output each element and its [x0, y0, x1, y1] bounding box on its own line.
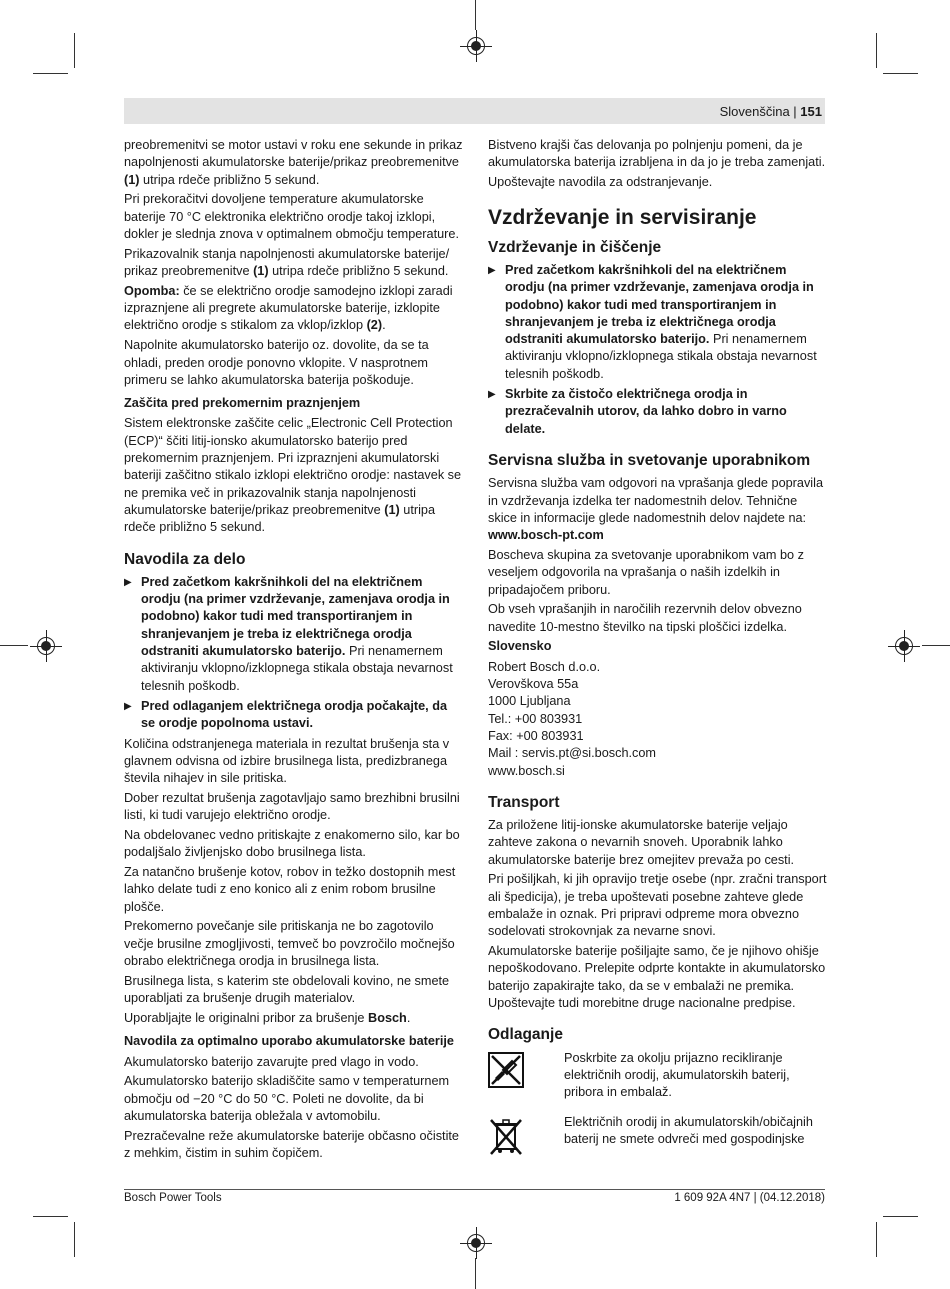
- crop-mark: [74, 1222, 75, 1257]
- crop-mark: [876, 33, 877, 68]
- left-column: [124, 137, 464, 1165]
- paragraph: Napolnite akumulatorsko baterijo oz. dovolite, da se ta ohladi, preden orodje ponovno vklopite. V nasprotnem primeru se lahko akumulatorska baterija poškoduje.: [124, 338, 429, 387]
- page-header: Slovenščina | 151: [719, 104, 822, 119]
- paragraph: Uporabljajte le originalni pribor za brušenje Bosch.: [124, 1010, 411, 1025]
- paragraph: Prekomerno povečanje sile pritiskanja ne bo zagotovilo večje brusilne zmogljivosti, temveč bo povzročilo močnejšo obrabo električnega orodja in brusilnega lista.: [124, 919, 455, 969]
- page-number: 151: [800, 104, 822, 119]
- paragraph: Boscheva skupina za svetovanje uporabnikom vam bo z veseljem odgovorila na vprašanja o naših izdelkih in pripadajočem priboru.: [488, 547, 804, 597]
- disposal-item: [488, 1050, 828, 1108]
- paragraph: Akumulatorsko baterijo skladiščite samo v temperaturnem območju od −20 °C do 50 °C. Poleti ne dovolite, da bi akumulatorska baterija obležala v avtomobilu.: [124, 1074, 450, 1123]
- paragraph: Električnih orodij in akumulatorskih/običajnih baterij ne smete odvreči med gospodinjske: [564, 1114, 813, 1146]
- safety-bullet: ▶ Pred začetkom kakršnihkoli del na električnem orodju (na primer vzdrževanje, zamenjava orodja in podobno) kakor tudi med transportiranjem in shranjevanjem je treba iz električnega orodja odstraniti akumulatorsko baterijo. Pri nenamernem aktiviranju vklopno/izklopnega stikala obstaja nevarnost telesnih poškodb.: [124, 574, 464, 695]
- paragraph: Servisna služba vam odgovori na vprašanja glede popravila in vzdrževanja izdelka ter nadomestnih delov. Tehnične skice in informacije glede nadomestnih delov najdete na:: [488, 476, 824, 525]
- section-heading-work: Navodila za delo: [124, 550, 246, 568]
- paragraph: Bistveno krajši čas delovanja po polnjenju pomeni, da je akumulatorska baterija izrabljena in da jo je treba zamenjati.: [488, 138, 826, 170]
- right-column: [488, 137, 828, 1178]
- paragraph: preobremenitvi se motor ustavi v roku ene sekunde in prikaz napolnjenosti akumulatorske baterije/prikaz preobremenitve (1) utripa rdeče približno 5 sekund.: [124, 138, 463, 187]
- paragraph: Akumulatorske baterije pošiljajte samo, če je njihovo ohišje nepoškodovano. Prelepite odprte kontakte in akumulatorsko baterijo zapakirajte tako, da se v embalaži ne premika. Upoštevajte tudi morebitne druge nacionalne predpise.: [488, 944, 826, 1011]
- section-heading-transport: Transport: [488, 793, 560, 811]
- crop-mark: [475, 1258, 476, 1289]
- address-line: Verovškova 55a: [488, 677, 579, 692]
- paragraph: Prezračevalne reže akumulatorske baterije občasno očistite z mehkim, čistim in suhim čopičem.: [124, 1128, 459, 1161]
- safety-bullet: ▶ Skrbite za čistočo električnega orodja in prezračevalnih utorov, da lahko dobro in varno delate.: [488, 386, 828, 438]
- paragraph: Količina odstranjenega materiala in rezultat brušenja sta v glavnem odvisna od izbire brusilnega lista, predizbranega števila nihajev in sile pritiska.: [124, 736, 450, 786]
- crop-mark: [475, 0, 476, 30]
- footer-doc-number: 1 609 92A 4N7 | (04.12.2018): [674, 1192, 825, 1204]
- paragraph: Prikazovalnik stanja napolnjenosti akumulatorske baterije/ prikaz preobremenitve (1) utripa rdeče približno 5 sekund.: [124, 246, 450, 279]
- country-heading: Slovensko: [488, 639, 552, 654]
- section-heading-battery: Navodila za optimalno uporabo akumulatorske baterije: [124, 1034, 454, 1049]
- address-line: Mail : servis.pt@si.bosch.com: [488, 746, 656, 761]
- footer-rule: [124, 1189, 825, 1190]
- section-heading-cleaning: Vzdrževanje in čiščenje: [488, 238, 662, 256]
- paragraph: Upoštevajte navodila za odstranjevanje.: [488, 175, 713, 190]
- section-heading-service: Servisna služba in svetovanje uporabnikom: [488, 451, 811, 469]
- paragraph: Brusilnega lista, s katerim ste obdelovali kovino, ne smete uporabljati za brušenje drugih materialov.: [124, 973, 450, 1006]
- registration-mark-icon: [467, 37, 485, 55]
- paragraph: Poskrbite za okolju prijazno recikliranje električnih orodij, akumulatorskih baterij, pribora in embalaž.: [564, 1050, 790, 1100]
- crop-mark: [922, 645, 950, 646]
- crop-mark: [883, 1216, 918, 1217]
- chapter-heading-maintenance: Vzdrževanje in servisiranje: [488, 206, 757, 230]
- crop-mark: [74, 33, 75, 68]
- header-language: Slovenščina: [719, 104, 790, 119]
- address-line: Fax: +00 803931: [488, 728, 584, 743]
- no-tool-disposal-icon: [488, 1052, 524, 1088]
- registration-mark-icon: [467, 1234, 485, 1252]
- address-line: Tel.: +00 803931: [488, 711, 583, 726]
- disposal-item: [488, 1114, 828, 1172]
- safety-bullet: ▶ Pred začetkom kakršnihkoli del na električnem orodju (na primer vzdrževanje, zamenjava orodja in podobno) kakor tudi med transportiranjem in shranjevanjem je treba iz električnega orodja odstraniti akumulatorsko baterijo. Pri nenamernem aktiviranju vklopno/izklopnega stikala obstaja nevarnost telesnih poškodb.: [488, 262, 828, 383]
- address-line: Robert Bosch d.o.o.: [488, 659, 601, 674]
- paragraph: Za priložene litij-ionske akumulatorske baterije veljajo zahteve zakona o nevarnih snoveh. Uporabnik lahko akumulatorske baterije brez omejitev prevaža po cesti.: [488, 818, 795, 867]
- address-line: www.bosch.si: [488, 763, 565, 778]
- registration-mark-icon: [895, 637, 913, 655]
- paragraph: Akumulatorsko baterijo zavarujte pred vlago in vodo.: [124, 1054, 419, 1069]
- crop-mark: [33, 1216, 68, 1217]
- paragraph: Dober rezultat brušenja zagotavljajo samo brezhibni brusilni listi, ki tudi varujejo električno orodje.: [124, 790, 460, 823]
- address-line: 1000 Ljubljana: [488, 694, 571, 709]
- safety-bullet: ▶ Pred odlaganjem električnega orodja počakajte, da se orodje popolnoma ustavi.: [124, 698, 464, 733]
- crop-mark: [883, 73, 918, 74]
- paragraph: Pri pošiljkah, ki jih opravijo tretje osebe (npr. zračni transport ali špedicija), je treba upoštevati posebne zahteve glede embalaže in oznak. Pri pripravi odpreme mora obvezno sodelovati strokovnjak za nevarne snovi.: [488, 872, 827, 939]
- service-address: [488, 659, 828, 780]
- section-heading-disposal: Odlaganje: [488, 1026, 563, 1044]
- paragraph: Sistem elektronske zaščite celic „Electronic Cell Protection (ECP)“ ščiti litij-ionsko akumulatorsko baterijo pred prekomernim praznjenjem. Pri izpraznjeni akumulatorski bateriji zaščitno stikalo izklopi električno orodje: nastavek se ne premika več in prikazovalnik stanja napolnjenosti akumulatorske baterije/prikaz preobremenitve (1) utripa rdeče približno 5 sekund.: [124, 416, 462, 535]
- footer-brand: Bosch Power Tools: [124, 1192, 222, 1204]
- service-url: www.bosch-pt.com: [488, 528, 604, 543]
- crossed-bin-icon: [488, 1116, 524, 1158]
- paragraph: Za natančno brušenje kotov, robov in težko dostopnih mest lahko delate tudi z eno konico ali z enim robom brusilne plošče.: [124, 865, 456, 914]
- note-paragraph: Opomba: če se električno orodje samodejno izklopi zaradi izpraznjene ali pregrete akumulatorske baterije, izklopite električno orodje s stikalom za vklop/izklop (2).: [124, 283, 453, 333]
- registration-mark-icon: [37, 637, 55, 655]
- crop-mark: [33, 73, 68, 74]
- crop-mark: [876, 1222, 877, 1257]
- paragraph: Ob vseh vprašanjih in naročilih rezervnih delov obvezno navedite 10-mestno številko na tipski ploščici izdelka.: [488, 602, 802, 634]
- section-heading-discharge: Zaščita pred prekomernim praznjenjem: [124, 396, 361, 411]
- crop-mark: [0, 645, 28, 646]
- paragraph: Pri prekoračitvi dovoljene temperature akumulatorske baterije 70 °C elektronika električno orodje takoj izklopi, dokler je slednja znova v optimalnem območju temperature.: [124, 192, 459, 241]
- paragraph: Na obdelovanec vedno pritiskajte z enakomerno silo, kar bo podaljšalo življenjsko dobo brusilnega lista.: [124, 827, 460, 860]
